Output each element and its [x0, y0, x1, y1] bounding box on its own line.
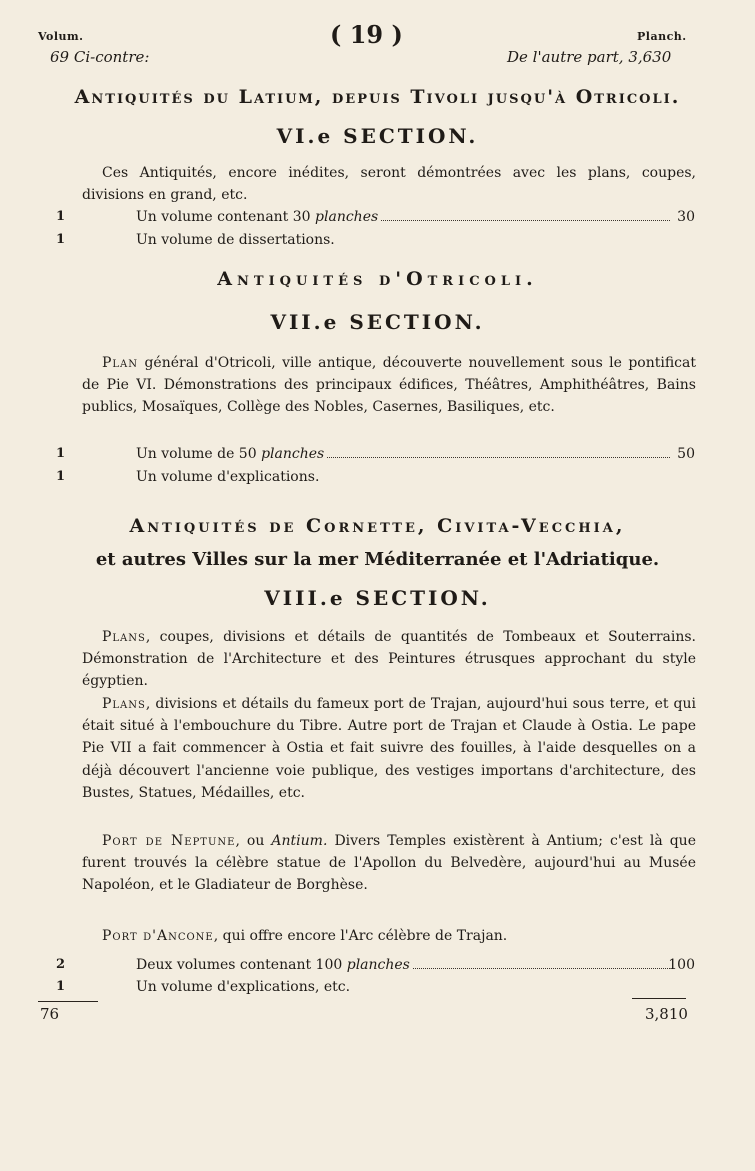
- item-quantity: 2: [56, 957, 66, 972]
- item-plate-count: 50: [677, 446, 695, 462]
- paragraph-lead: Plans: [102, 629, 146, 645]
- paragraph-text: , coupes, divisions et détails de quantités de Tombeaux et Souterrains. Démonstration de l'Architecture et des Peintures étrusques approchant du style égyptien.: [82, 629, 696, 690]
- item-text-italic: planches: [346, 957, 410, 973]
- item-plate-count: 100: [668, 957, 695, 973]
- leader-dots: [327, 456, 670, 458]
- item-text: Deux volumes contenant 100: [136, 957, 343, 973]
- volume-column-label: Volum.: [38, 30, 84, 43]
- leader-dots: [413, 967, 670, 969]
- paragraph-lead: Port d'Ancone: [102, 928, 214, 944]
- item-text: Un volume de dissertations.: [136, 232, 335, 248]
- section-8-paragraph-1: [82, 626, 696, 693]
- section-6-paragraph: Ces Antiquités, encore inédites, seront démontrées avec les plans, coupes, divisions en grand, etc.: [82, 165, 696, 204]
- volume-grand-total: 76: [40, 1005, 60, 1023]
- paragraph-text: , ou: [235, 833, 265, 849]
- section-8-paragraph-2: [82, 693, 696, 804]
- item-quantity: 1: [56, 979, 66, 994]
- section-8-paragraph-4: [82, 925, 696, 947]
- item-text: Un volume d'explications.: [136, 469, 320, 485]
- section-6-number: VI.e SECTION.: [276, 124, 479, 148]
- section-8-item-1: [0, 955, 755, 975]
- plates-carried-total: De l'autre part, 3,630: [507, 48, 672, 66]
- section-8-item-2: [0, 977, 755, 997]
- section-8-number: VIII.e SECTION.: [264, 586, 491, 610]
- section-7-number: VII.e SECTION.: [270, 310, 485, 334]
- volume-total-rule: [38, 1001, 98, 1002]
- volume-carried-total: 69 Ci-contre:: [50, 48, 150, 66]
- item-quantity: 1: [56, 232, 66, 247]
- section-8-title: Antiquités de Cornette, Civita-Vecchia,: [129, 515, 626, 537]
- section-7-paragraph: [82, 352, 696, 419]
- item-plate-count: 30: [677, 209, 695, 225]
- item-text: Un volume d'explications, etc.: [136, 979, 351, 995]
- item-text-italic: planches: [261, 446, 325, 462]
- section-6-item-1: [0, 207, 755, 227]
- plates-grand-total: 3,810: [645, 1005, 688, 1023]
- leader-dots: [381, 219, 670, 221]
- paragraph-text: , qui offre encore l'Arc célèbre de Trajan.: [213, 928, 508, 944]
- section-7-item-1: [0, 444, 755, 464]
- section-6-item-2: [0, 230, 755, 250]
- plates-column-label: Planch.: [637, 30, 687, 43]
- section-8-title-line-2: et autres Villes sur la mer Méditerranée et l'Adriatique.: [95, 549, 660, 570]
- section-6-title: Antiquités du Latium, depuis Tivoli jusqu'à Otricoli.: [74, 86, 681, 108]
- plates-total-rule: [632, 998, 686, 999]
- item-quantity: 1: [56, 446, 66, 461]
- item-quantity: 1: [56, 209, 66, 224]
- paragraph-lead: Plan: [102, 355, 139, 371]
- paragraph-lead: Port de Neptune: [102, 833, 236, 849]
- paragraph-italic: Antium.: [271, 833, 328, 849]
- paragraph-text: général d'Otricoli, ville antique, découverte nouvellement sous le pontificat de Pie VI. Démonstrations des principaux édifices, Théâtres, Amphithéâtres, Bains publics, Mosaïques, Collège des Nobles, Casernes, Basiliques, etc.: [82, 355, 696, 416]
- section-8-paragraph-3: [82, 830, 696, 897]
- item-text: Un volume de 50: [136, 446, 257, 462]
- item-text-italic: planches: [315, 209, 379, 225]
- page-number: ( 19 ): [330, 20, 403, 49]
- paragraph-text: , divisions et détails du fameux port de Trajan, aujourd'hui sous terre, et qui était situé à l'embouchure du Tibre. Autre port de Trajan et Claude à Ostia. Le pape Pie VII a fait commencer à Ostia et fait suivre des fouilles, à l'aide desquelles on a déjà découvert l'ancienne voie publique, des vestiges importans d'architecture, des Bustes, Statues, Médailles, etc.: [82, 696, 696, 801]
- paragraph-text-continued: Divers Temples existèrent à Antium; c'est là que furent trouvés la célèbre statue de l'Apollon du Belvedère, aujourd'hui au Musée Napoléon, et le Gladiateur de Borghèse.: [82, 833, 696, 894]
- section-7-title: Antiquités d'Otricoli.: [217, 268, 538, 290]
- item-quantity: 1: [56, 469, 66, 484]
- item-text: Un volume contenant 30: [136, 209, 311, 225]
- paragraph-lead: Plans: [102, 696, 146, 712]
- section-7-item-2: [0, 467, 755, 487]
